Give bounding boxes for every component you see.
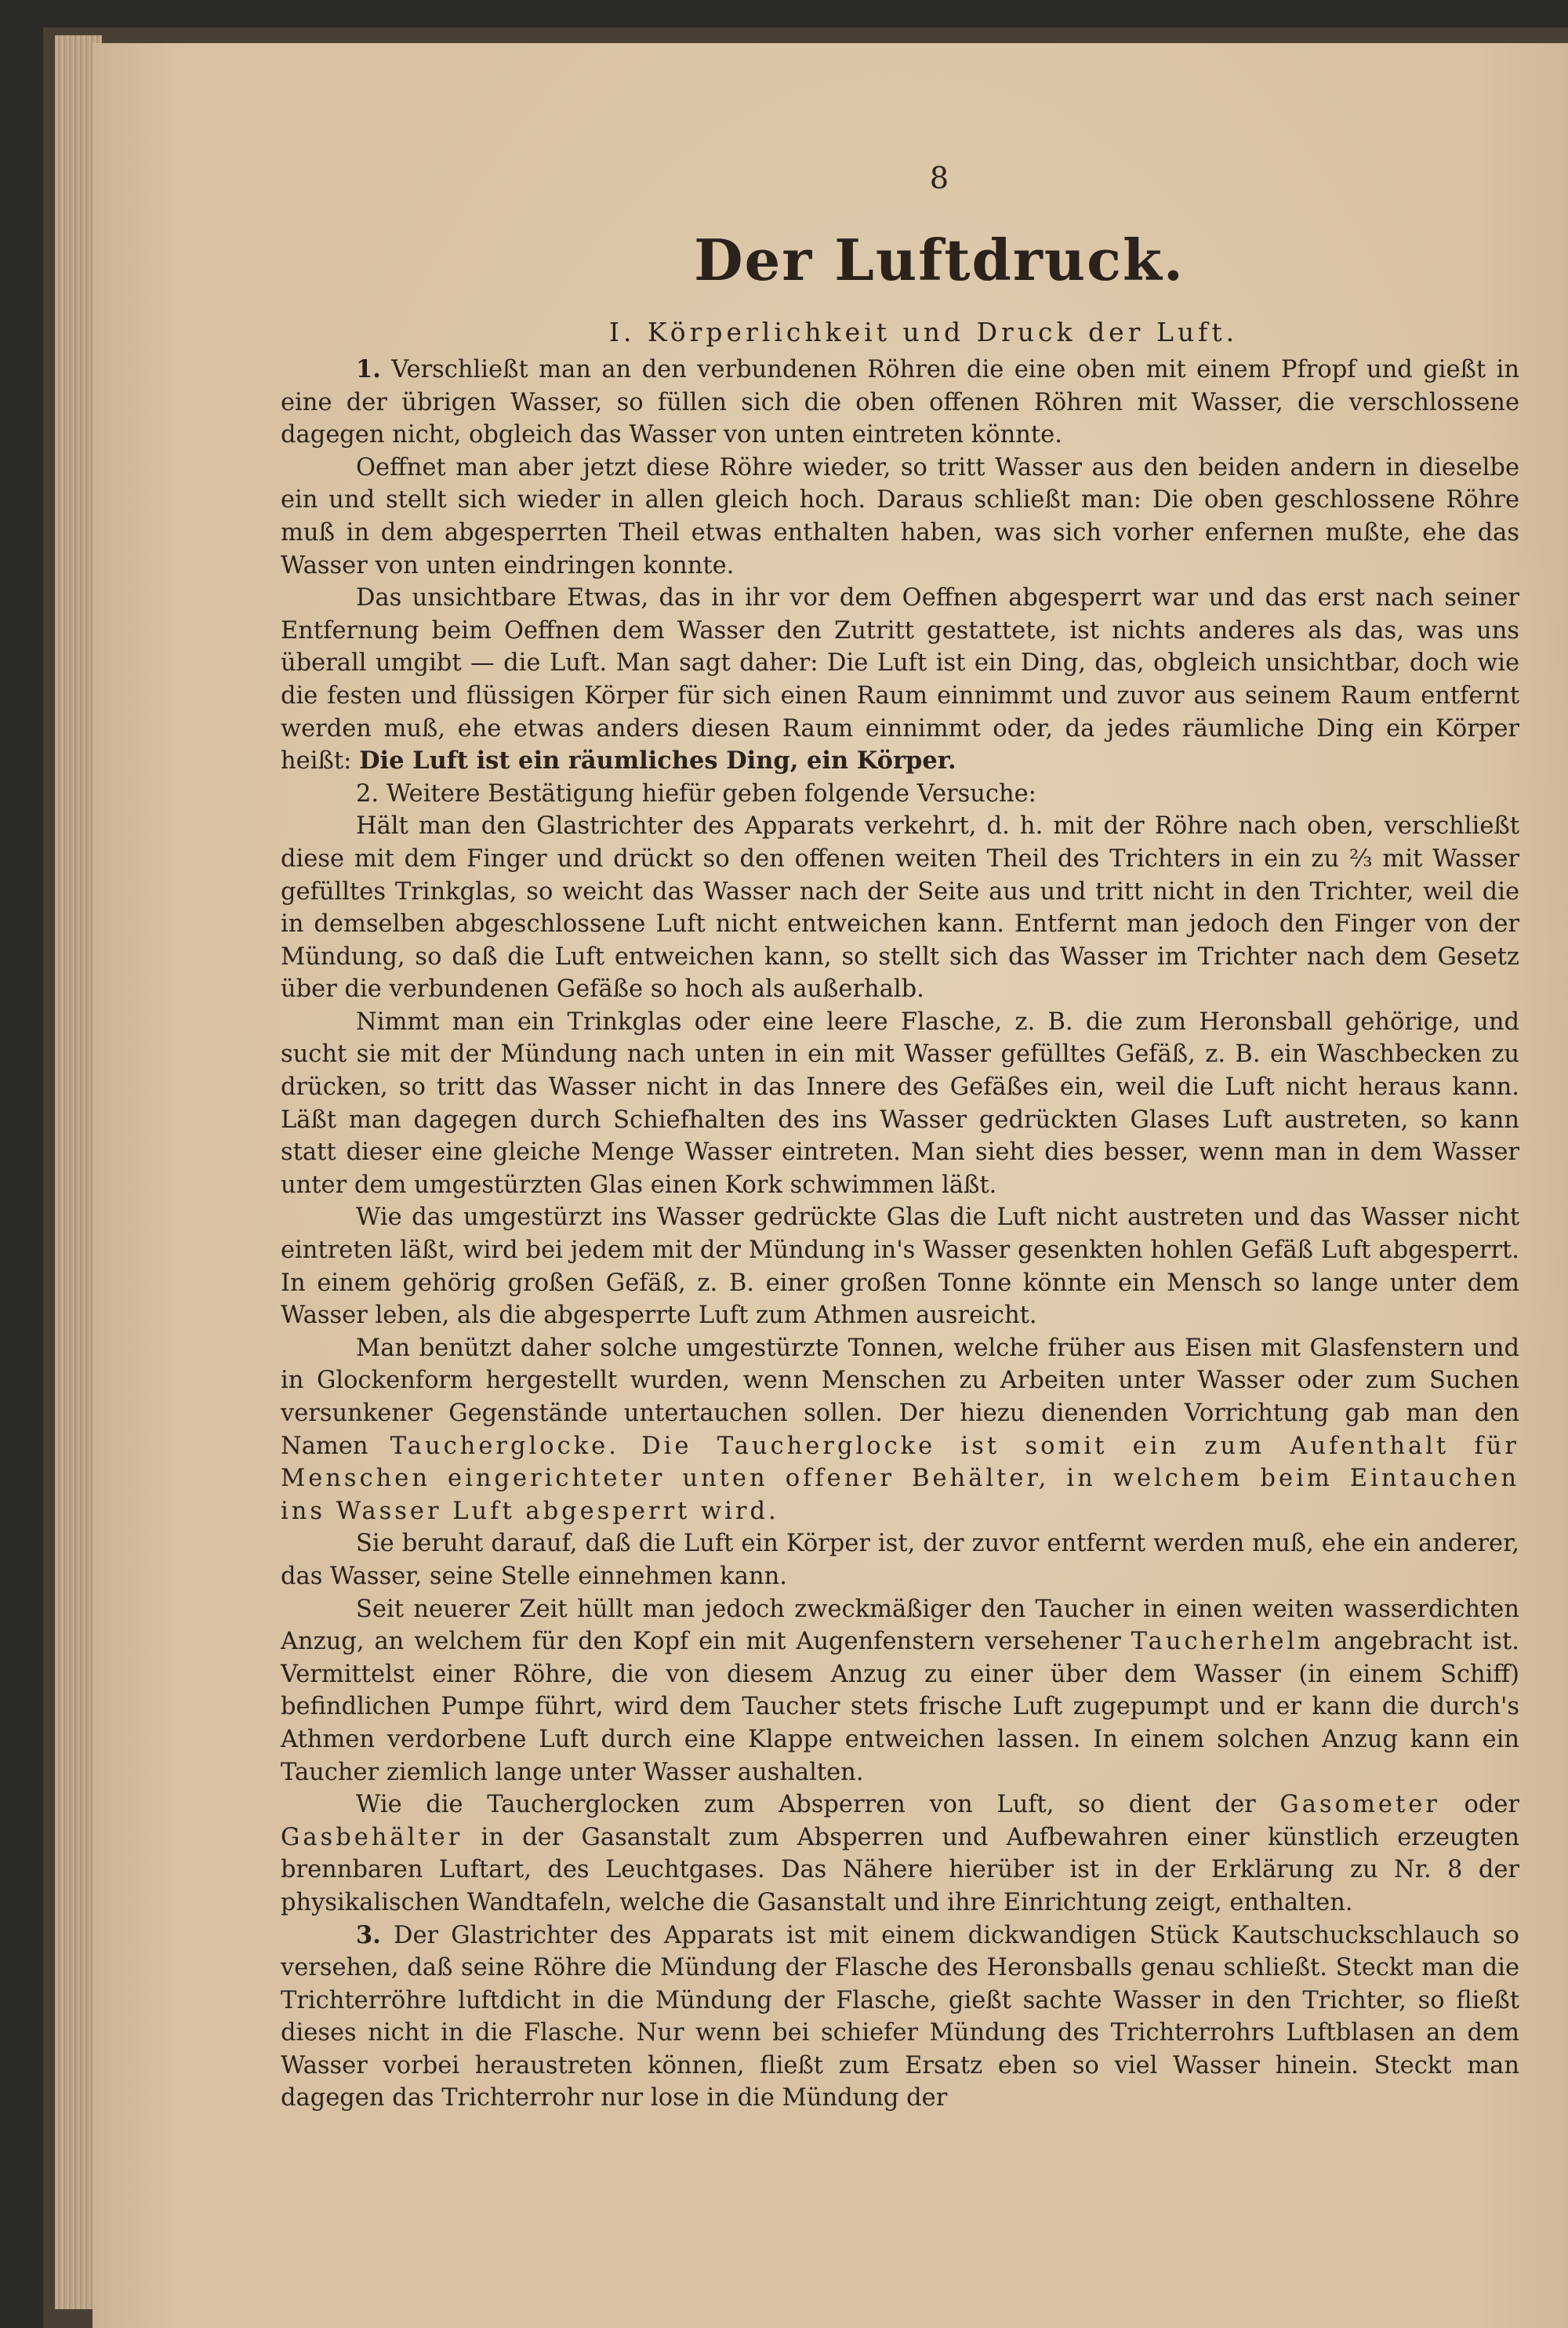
paragraph-11 xyxy=(281,1789,1519,1919)
paragraph-text: Verschließt man an den verbundenen Röhren die eine oben mit einem Pfropf und gießt in eine der übrigen Wasser, so füllen sich die oben offenen Röhren mit Wasser, die verschlossene dagegen nicht, obgleich das Wasser von unten eintreten könnte. xyxy=(281,356,1519,449)
spaced-term: Taucherglocke. xyxy=(390,1432,619,1460)
paragraph-7 xyxy=(281,1201,1519,1331)
paragraph-12 xyxy=(281,1919,1519,2116)
paragraph-text: Wie das umgestürzt ins Wasser gedrückte Glas die Luft nicht austreten und das Wasser nicht eintreten läßt, wird bei jedem mit der Mündung in's Wasser gesenkten hohlen Gefäß Luft abgesperrt. In einem gehörig großen Gefäß, z. B. einer großen Tonne könnte ein Mensch so lange unter dem Wasser leben, als die abgesperrte Luft zum Athmen ausreicht. xyxy=(281,1204,1519,1330)
paragraph-number: 1. xyxy=(356,355,381,383)
paragraph-text: oder xyxy=(1439,1791,1519,1819)
paragraph-text: angebracht ist. Vermittelst einer Röhre, die von diesem Anzug zu einer über dem Wasser (in einem Schiff) befindlichen Pumpe führt, wird dem Taucher stets frische Luft zugepumpt und er kann die durch's Athmen verdorbene Luft durch eine Klappe entweichen lassen. In einem solchen Anzug kann ein Taucher ziemlich lange unter Wasser aushalten. xyxy=(281,1628,1519,1786)
paragraph-6 xyxy=(281,1006,1519,1202)
paragraph-3 xyxy=(281,582,1519,778)
paragraph-5 xyxy=(281,810,1519,1006)
paragraph-2 xyxy=(281,452,1519,582)
paragraph-text: Oeffnet man aber jetzt diese Röhre wieder, so tritt Wasser aus den beiden andern in dieselbe ein und stellt sich wieder in allen gleich hoch. Daraus schließt man: Die oben geschlossene Röhre muß in dem abgesperrten Theil etwas enthalten haben, was sich vorher enfernen mußte, ehe das Wasser von unten eindringen konnte. xyxy=(281,453,1519,579)
paragraph-text: Nimmt man ein Trinkglas oder eine leere Flasche, z. B. die zum Heronsball gehörige, und sucht sie mit der Mündung nach unten in ein mit Wasser gefülltes Gefäß, z. B. ein Waschbecken zu drücken, so tritt das Wasser nicht in das Innere des Gefäßes ein, weil die Luft nicht heraus kann. Läßt man dagegen durch Schiefhalten des ins Wasser gedrückten Glases Luft austreten, so kann statt dieser eine gleiche Menge Wasser eintreten. Man sieht dies besser, wenn man in dem Wasser unter dem umgestürzten Glas einen Kork schwimmen läßt. xyxy=(281,1008,1519,1199)
page-content xyxy=(281,161,1519,2115)
paragraph-text: Weitere Bestätigung hiefür geben folgende Versuche: xyxy=(386,779,1036,808)
page-title: Der Luftdruck. xyxy=(694,227,1185,293)
paragraph-text: Sie beruht darauf, daß die Luft ein Körper ist, der zuvor entfernt werden muß, ehe ein anderer, das Wasser, seine Stelle einnehmen kann. xyxy=(281,1530,1519,1590)
paragraph-text: in der Gasanstalt zum Absperren und Aufbewahren einer künstlich erzeugten brennbaren Luftart, des Leuchtgases. Das Nähere hierüber ist in der Erklärung zu Nr. 8 der physikalischen Wandtafeln, welche die Gasanstalt und ihre Einrichtung zeigt, enthalten. xyxy=(281,1823,1519,1916)
emphasis-statement: Die Luft ist ein räumliches Ding, ein Körper. xyxy=(359,746,956,775)
paragraph-text xyxy=(619,1433,641,1460)
paragraph-text: Hält man den Glastrichter des Apparats verkehrt, d. h. mit der Röhre nach oben, verschließt diese mit dem Finger und drückt so den offenen weiten Theil des Trichters in ein zu ²⁄₃ mit Wasser gefülltes Trinkglas, so weicht das Wasser nach der Seite aus und tritt nicht in den Trichter, weil die in demselben abgeschlossene Luft nicht entweichen kann. Entfernt man jedoch den Finger von der Mündung, so daß die Luft entweichen kann, so stellt sich das Wasser im Trichter nach dem Gesetz über die verbundenen Gefäße so hoch als außerhalb. xyxy=(281,812,1519,1004)
section-heading: I. Körperlichkeit und Druck der Luft. xyxy=(608,317,1239,347)
paragraph-4 xyxy=(281,778,1519,811)
paragraph-text: Wie die Taucherglocken zum Absperren von Luft, so dient der xyxy=(356,1791,1280,1819)
paragraph-text: Der Glastrichter des Apparats ist mit einem dickwandigen Stück Kautschuckschlauch so versehen, daß seine Röhre die Mündung der Flasche des Heronsballs genau schließt. Steckt man die Trichterröhre luftdicht in die Mündung der Flasche, gießt sachte Wasser in den Trichter, so fließt dieses nicht in die Flasche. Nur wenn bei schiefer Mündung des Trichterrohrs Luftblasen an dem Wasser vorbei heraustreten können, fließt zum Ersatz eben so viel Wasser hinein. Steckt man dagegen das Trichterrohr nur lose in die Mündung der xyxy=(281,1921,1519,2112)
paragraph-1 xyxy=(281,354,1519,452)
page-number: 8 xyxy=(929,161,949,195)
paragraph-10 xyxy=(281,1593,1519,1789)
book-page xyxy=(93,43,1568,2328)
paragraph-text: Das unsichtbare Etwas, das in ihr vor dem Oeffnen abgesperrt war und das erst nach seiner Entfernung beim Oeffnen dem Wasser den Zutritt gestattete, ist nichts anderes als das, was uns überall umgibt — die Luft. Man sagt daher: Die Luft ist ein Ding, das, obgleich unsichtbar, doch wie die festen und flüssigen Körper für sich einen Raum einnimmt und zuvor aus seinem Raum entfernt werden muß, ehe etwas anders diesen Raum einnimmt oder, da jedes räumliche Ding ein Körper heißt: xyxy=(281,584,1519,775)
paragraph-number: 2. xyxy=(356,779,379,808)
paragraph-text: Man benützt daher solche umgestürzte Tonnen, welche früher aus Eisen mit Glasfenstern und in Glockenform hergestellt wurden, wenn Menschen zu Arbeiten unter Wasser oder zum Suchen versunkener Gegenstände untertauchen sollen. Der hiezu dienenden Vorrichtung gab man den Namen xyxy=(281,1334,1519,1460)
paragraph-8 xyxy=(281,1332,1519,1528)
spaced-term: Gasbehälter xyxy=(281,1823,463,1851)
spaced-term: Taucherhelm xyxy=(1131,1628,1324,1656)
spaced-definition: Die Taucherglocke ist somit ein zum Aufenthalt für Menschen eingerichteter unten offener Behälter, in welchem beim Eintauchen ins Wasser Luft abgesperrt wird. xyxy=(281,1432,1519,1525)
spaced-term: Gasometer xyxy=(1279,1791,1440,1819)
paragraph-number: 3. xyxy=(356,1920,381,1949)
paragraph-text: Seit neuerer Zeit hüllt man jedoch zweckmäßiger den Taucher in einen weiten wasserdichten Anzug, an welchem für den Kopf ein mit Augenfenstern versehener xyxy=(281,1595,1519,1656)
paragraph-9 xyxy=(281,1527,1519,1593)
